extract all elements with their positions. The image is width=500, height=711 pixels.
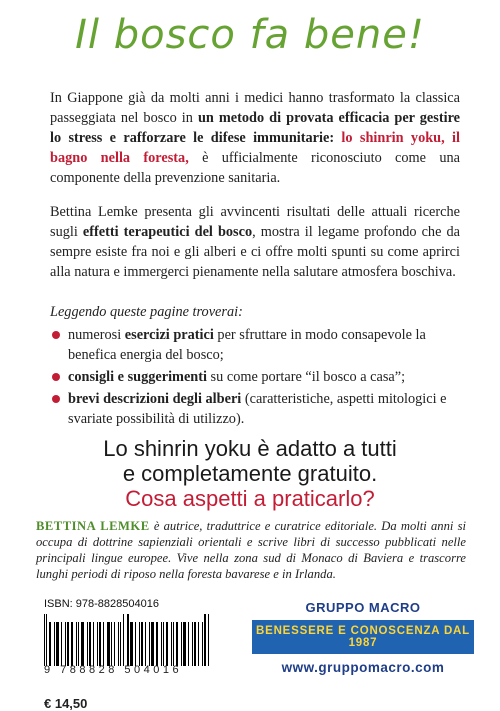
list-item-pre: numerosi bbox=[68, 327, 125, 343]
barcode-area bbox=[44, 598, 212, 711]
price-label: € 14,50 bbox=[44, 696, 88, 711]
list-item bbox=[50, 389, 460, 429]
author-bio-text: è autrice, traduttrice e curatrice editoriale. Da molti anni si occupa di dottrine sapienziali orientali e scrive libri di successo pubblicati nelle principali lingue europee. Vive nella zona sud di Monaco di Baviera e trascorre lunghi periodi di riposo nella foresta bavarese e in Irlanda. bbox=[36, 519, 467, 581]
list-item-strong: esercizi pratici bbox=[124, 327, 214, 343]
intro-paragraph-2 bbox=[50, 202, 460, 282]
intro-p1-end: è ufficialmente riconosciuto come una componente della prevenzione sanitaria. bbox=[50, 150, 460, 186]
list-item-rest: (caratteristiche, aspetti mitologici e svariate possibilità di utilizzo). bbox=[68, 391, 447, 427]
barcode-digits: 9 788828 504016 bbox=[44, 664, 183, 676]
bullet-list bbox=[50, 325, 460, 429]
intro-p1-highlight: lo shinrin yoku, il bagno nella foresta, bbox=[50, 130, 460, 166]
barcode-icon bbox=[44, 614, 212, 666]
intro-p2-bold: effetti terapeutici del bosco bbox=[82, 224, 253, 240]
list-intro: Leggendo queste pagine troverai: bbox=[50, 304, 243, 320]
feature-list bbox=[50, 302, 460, 431]
slogan-question: Cosa aspetti a praticarlo? bbox=[125, 486, 375, 511]
list-item-rest: su come portare “il bosco a casa”; bbox=[206, 369, 406, 385]
publisher-block bbox=[252, 600, 474, 675]
bullet-dot-icon bbox=[52, 395, 60, 403]
slogan bbox=[0, 436, 500, 511]
isbn-label: ISBN: 978-8828504016 bbox=[44, 598, 159, 610]
intro-p1-bold: un metodo di provata efficacia per gestire lo stress e rafforzare le difese immunitarie: bbox=[50, 110, 460, 146]
list-item-rest: per sfruttare in modo consapevole la benefica energia del bosco; bbox=[68, 327, 426, 363]
slogan-line-2: e completamente gratuito. bbox=[122, 461, 378, 486]
intro-p1-text: In Giappone già da molti anni i medici hanno trasformato la classica passeggiata nel bosco in bbox=[50, 90, 460, 126]
list-item-strong: consigli e suggerimenti bbox=[68, 369, 207, 385]
author-bio bbox=[36, 518, 466, 582]
publisher-tagline: BENESSERE E CONOSCENZA DAL 1987 bbox=[252, 620, 474, 654]
list-item bbox=[50, 325, 460, 365]
author-name: BETTINA LEMKE bbox=[36, 519, 150, 533]
publisher-url: www.gruppomacro.com bbox=[281, 660, 445, 675]
intro-p2-end: , mostra il legame profondo che da sempre esiste fra noi e gli alberi e ci offre molti spunti su come aprirci alla natura e immergerci pienamente nella salutare atmosfera boschiva. bbox=[50, 224, 460, 280]
bullet-dot-icon bbox=[52, 373, 60, 381]
list-item bbox=[50, 367, 460, 387]
intro-paragraph-1 bbox=[50, 88, 460, 188]
slogan-line-1: Lo shinrin yoku è adatto a tutti bbox=[103, 436, 397, 461]
intro-text bbox=[50, 88, 460, 282]
intro-p2-text: Bettina Lemke presenta gli avvincenti risultati delle attuali ricerche sugli bbox=[50, 204, 460, 240]
headline: Il bosco fa bene! bbox=[75, 12, 425, 58]
list-item-strong: brevi descrizioni degli alberi bbox=[68, 391, 242, 407]
bullet-dot-icon bbox=[52, 331, 60, 339]
publisher-name: GRUPPO MACRO bbox=[305, 600, 421, 615]
